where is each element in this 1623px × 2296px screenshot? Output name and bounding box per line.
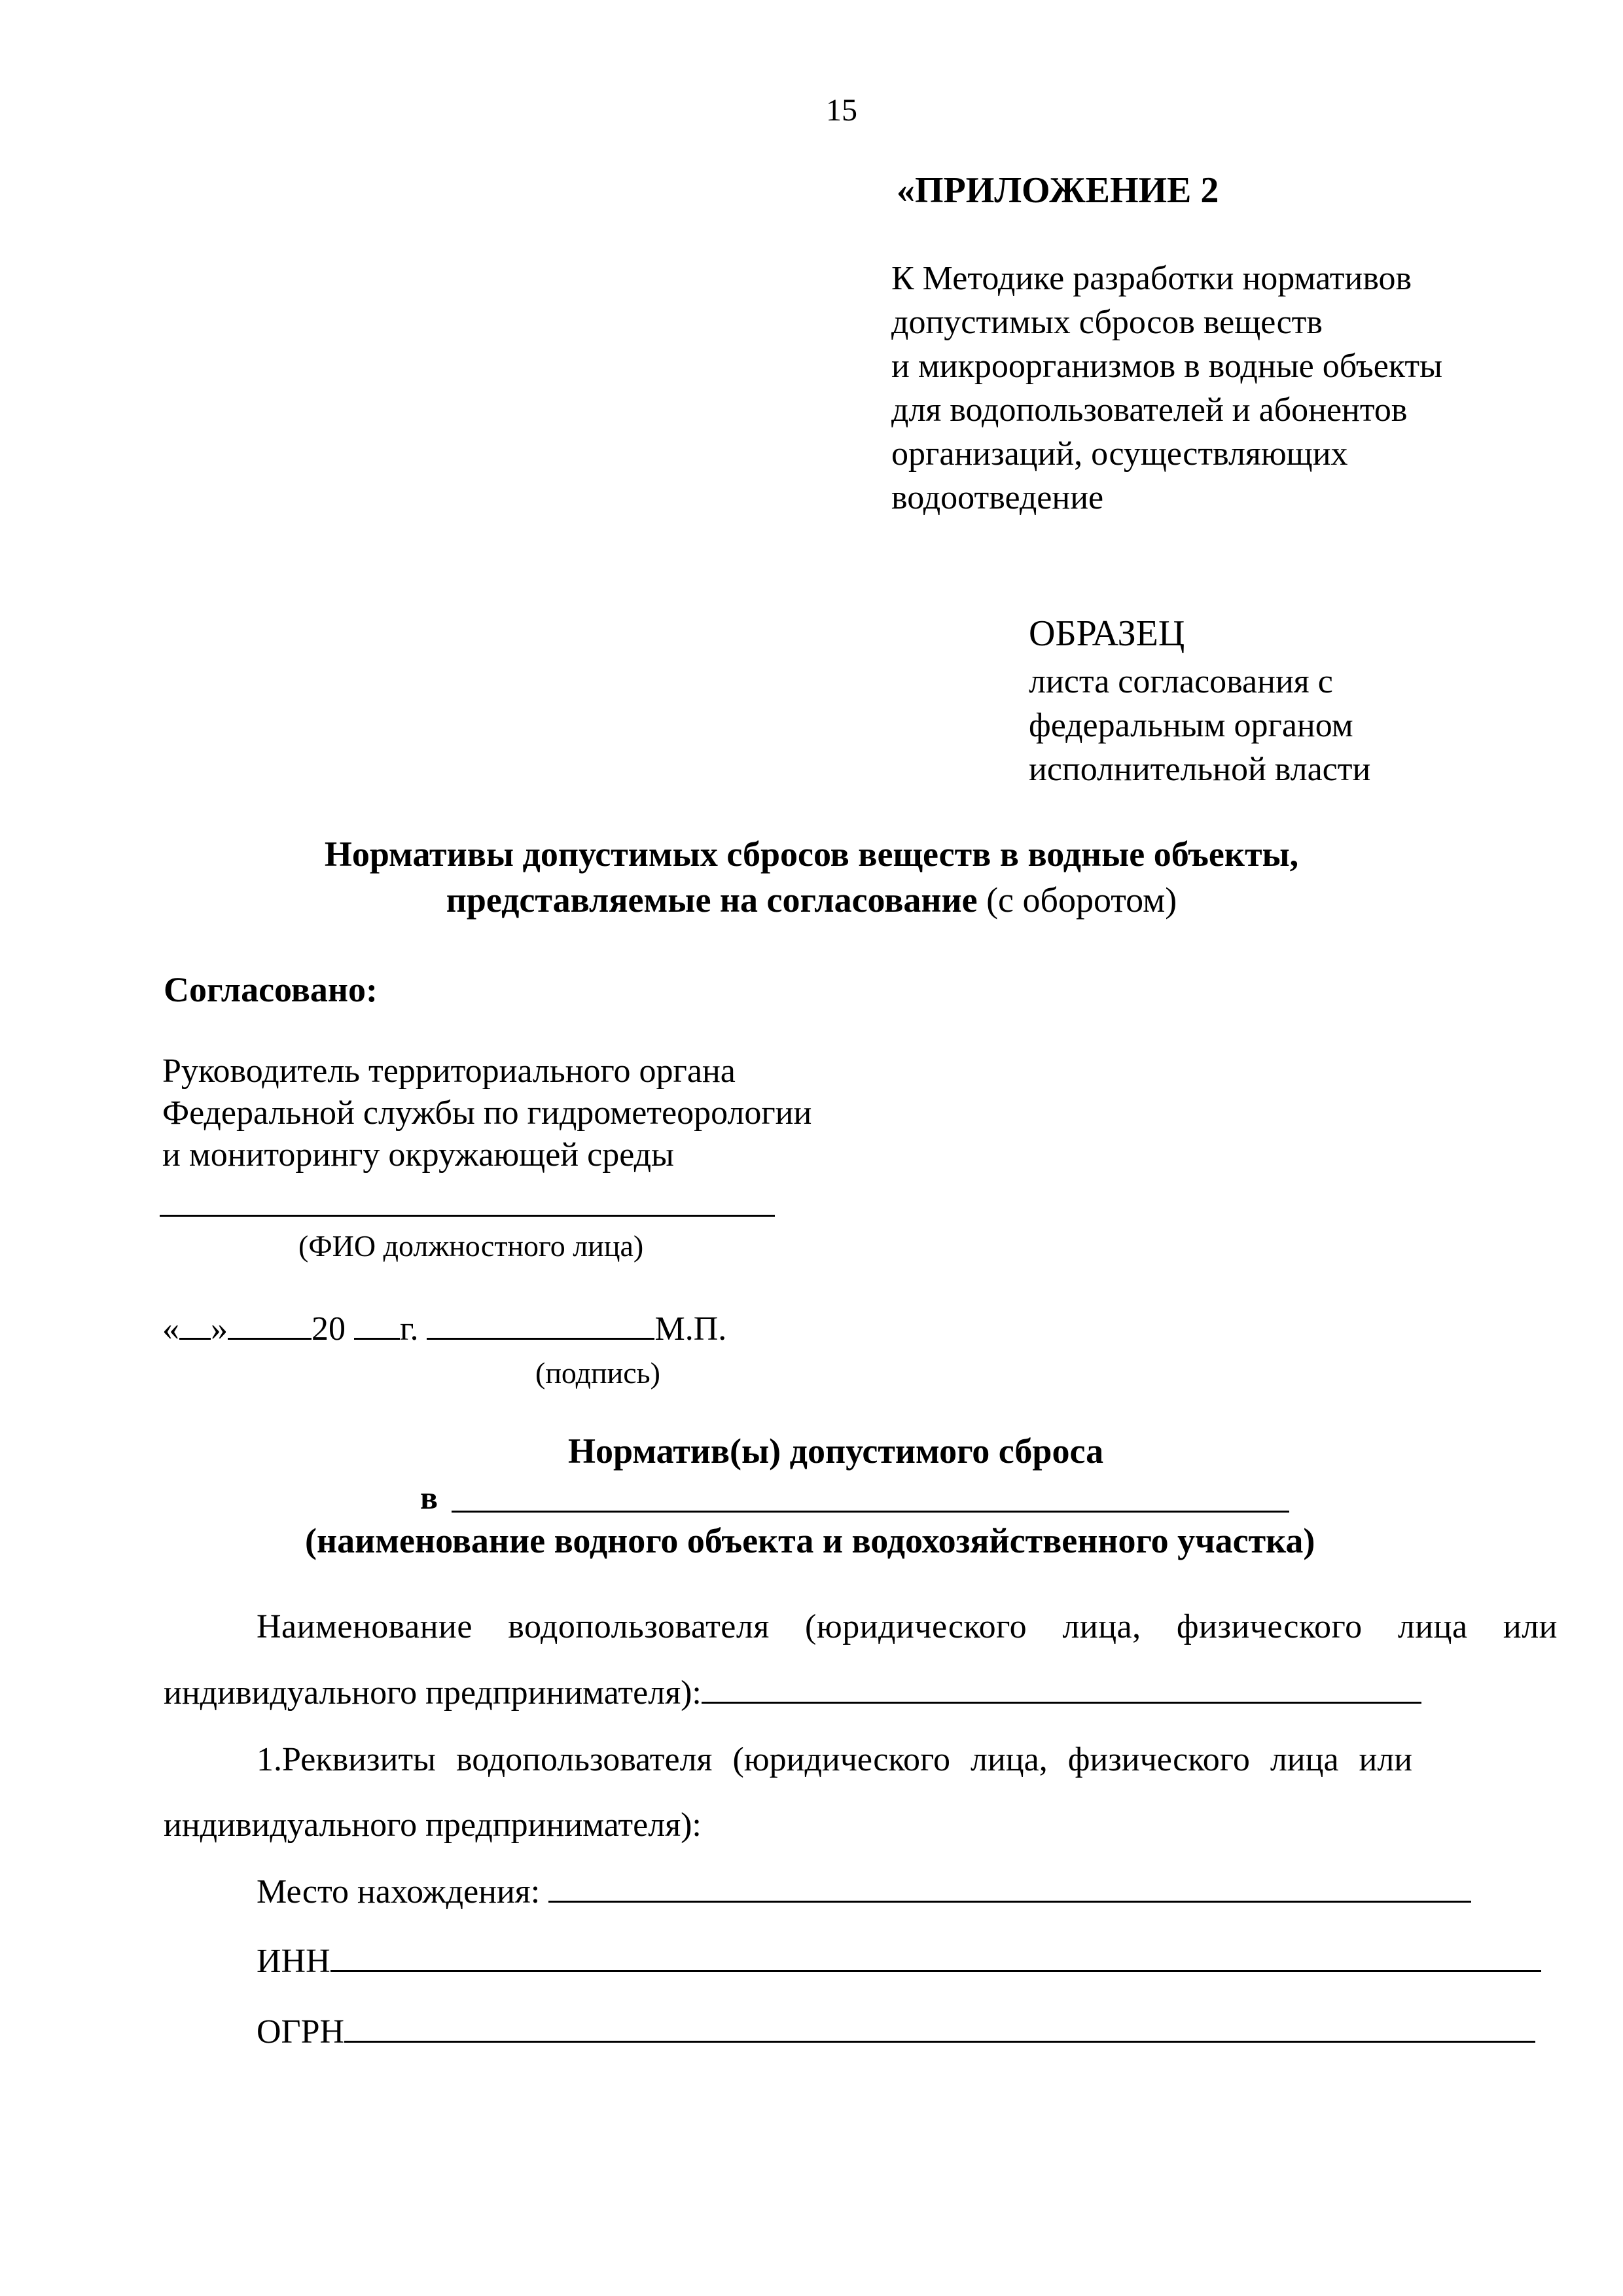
approval-label: Согласовано: bbox=[164, 970, 378, 1009]
document-heading bbox=[157, 831, 1466, 923]
date-year-suffix: г. bbox=[400, 1310, 419, 1348]
appendix-line: водоотведение bbox=[891, 479, 1104, 516]
fio-line[interactable] bbox=[160, 1215, 775, 1217]
page-number: 15 bbox=[826, 93, 857, 128]
approval-official bbox=[162, 1050, 812, 1176]
user-name-line-2 bbox=[164, 1673, 1421, 1713]
location-row bbox=[257, 1872, 1471, 1912]
date-year-field[interactable] bbox=[354, 1312, 400, 1340]
sample-line: листа согласования с bbox=[1029, 663, 1333, 700]
signature-field[interactable] bbox=[427, 1312, 654, 1340]
location-label: Место нахождения: bbox=[257, 1873, 541, 1910]
sample-line: федеральным органом bbox=[1029, 707, 1353, 744]
heading-line-2-normal: (с оборотом) bbox=[977, 880, 1177, 920]
inn-row bbox=[257, 1941, 1541, 1982]
ogrn-label: ОГРН bbox=[257, 2013, 345, 2051]
date-open-quote: « bbox=[162, 1310, 179, 1348]
official-line: Руководитель территориального органа bbox=[162, 1052, 736, 1090]
date-close-quote: » bbox=[211, 1310, 228, 1348]
date-day-field[interactable] bbox=[179, 1312, 211, 1340]
inn-label: ИНН bbox=[257, 1943, 330, 1980]
ogrn-row bbox=[257, 2012, 1535, 2053]
fio-caption: (ФИО должностного лица) bbox=[298, 1229, 644, 1263]
inn-field[interactable] bbox=[330, 1944, 1541, 1972]
requisites-line-1: 1.Реквизиты водопользователя (юридического лица, физического лица или bbox=[257, 1741, 1413, 1778]
heading-line-1: Нормативы допустимых сбросов веществ в водные объекты, bbox=[324, 834, 1299, 874]
appendix-line: К Методике разработки нормативов bbox=[891, 260, 1412, 297]
signature-caption: (подпись) bbox=[535, 1356, 660, 1390]
norm-title: Норматив(ы) допустимого сброса bbox=[568, 1431, 1104, 1471]
stamp-label: М.П. bbox=[654, 1310, 727, 1348]
appendix-text bbox=[891, 257, 1442, 520]
user-name-label: индивидуального предпринимателя): bbox=[164, 1674, 702, 1712]
norm-in-prefix: в bbox=[420, 1479, 438, 1516]
location-field[interactable] bbox=[548, 1874, 1471, 1903]
sample-title: ОБРАЗЕЦ bbox=[1029, 613, 1185, 654]
official-line: Федеральной службы по гидрометеорологии bbox=[162, 1094, 812, 1132]
sample-text bbox=[1029, 660, 1370, 791]
date-signature-row bbox=[162, 1309, 726, 1350]
water-object-line[interactable] bbox=[452, 1511, 1289, 1513]
heading-line-2-bold: представляемые на согласование bbox=[446, 880, 978, 920]
date-year-prefix: 20 bbox=[312, 1310, 346, 1348]
ogrn-field[interactable] bbox=[344, 2015, 1535, 2043]
user-name-field[interactable] bbox=[702, 1676, 1421, 1704]
sample-line: исполнительной власти bbox=[1029, 751, 1371, 788]
appendix-title: «ПРИЛОЖЕНИЕ 2 bbox=[897, 170, 1219, 211]
requisites-line-2: индивидуального предпринимателя): bbox=[164, 1806, 702, 1844]
user-name-line-1: Наименование водопользователя (юридического лица, физического лица или bbox=[257, 1608, 1558, 1645]
appendix-line: допустимых сбросов веществ bbox=[891, 304, 1323, 341]
official-line: и мониторингу окружающей среды bbox=[162, 1136, 674, 1174]
norm-caption: (наименование водного объекта и водохозяйственного участка) bbox=[305, 1521, 1315, 1560]
appendix-line: и микроорганизмов в водные объекты bbox=[891, 348, 1443, 385]
appendix-line: для водопользователей и абонентов bbox=[891, 391, 1408, 429]
date-month-field[interactable] bbox=[228, 1312, 312, 1340]
heading-line-2 bbox=[157, 877, 1466, 923]
appendix-line: организаций, осуществляющих bbox=[891, 435, 1348, 473]
